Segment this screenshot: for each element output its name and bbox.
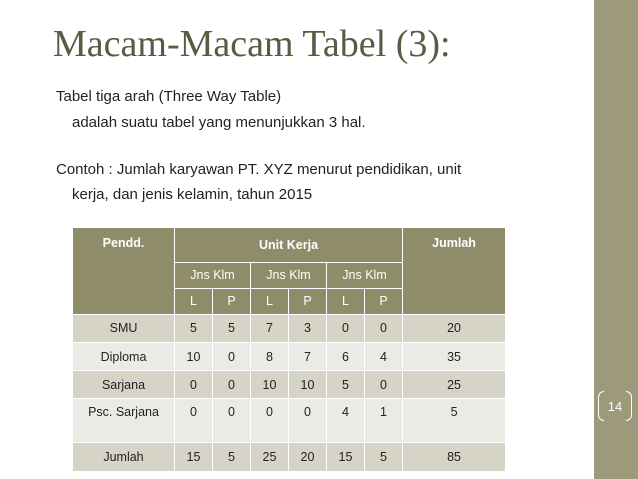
header-jns-klm: Jns Klm	[175, 262, 251, 288]
cell: 0	[365, 314, 403, 342]
cell: 15	[327, 442, 365, 471]
cell: 10	[289, 371, 327, 399]
page-number: 14	[596, 391, 634, 421]
cell: 1	[365, 399, 403, 442]
cell: 0	[327, 314, 365, 342]
cell: 20	[289, 442, 327, 471]
header-jumlah: Jumlah	[403, 228, 506, 315]
cell: 0	[175, 399, 213, 442]
cell: 6	[327, 342, 365, 370]
cell: 25	[251, 442, 289, 471]
cell: 4	[327, 399, 365, 442]
cell: 10	[175, 342, 213, 370]
row-label: Jumlah	[73, 442, 175, 471]
cell: 0	[213, 399, 251, 442]
cell: 0	[251, 399, 289, 442]
header-sex: L	[327, 288, 365, 314]
slide-title: Macam-Macam Tabel (3):	[53, 23, 451, 65]
cell: 5	[213, 314, 251, 342]
cell: 7	[289, 342, 327, 370]
cell: 5	[327, 371, 365, 399]
cell: 0	[213, 342, 251, 370]
row-total: 25	[403, 371, 506, 399]
cell: 0	[289, 399, 327, 442]
row-label: Diploma	[73, 342, 175, 370]
table-row	[73, 314, 506, 342]
cell: 8	[251, 342, 289, 370]
row-total: 20	[403, 314, 506, 342]
cell: 7	[251, 314, 289, 342]
table-row	[73, 399, 506, 442]
cell: 5	[175, 314, 213, 342]
text-line-4: kerja, dan jenis kelamin, tahun 2015	[72, 186, 313, 203]
cell: 4	[365, 342, 403, 370]
cell: 5	[365, 442, 403, 471]
text-line-1: Tabel tiga arah (Three Way Table)	[56, 88, 282, 105]
row-total: 35	[403, 342, 506, 370]
header-pendd: Pendd.	[73, 228, 175, 315]
header-sex: P	[213, 288, 251, 314]
header-sex: P	[289, 288, 327, 314]
table-row	[73, 342, 506, 370]
row-total: 85	[403, 442, 506, 471]
three-way-table	[72, 227, 506, 472]
table-row	[73, 442, 506, 471]
cell: 0	[175, 371, 213, 399]
header-sex: L	[175, 288, 213, 314]
cell: 10	[251, 371, 289, 399]
header-jns-klm: Jns Klm	[251, 262, 327, 288]
text-line-3: Contoh : Jumlah karyawan PT. XYZ menurut pendidikan, unit	[56, 161, 462, 178]
header-sex: L	[251, 288, 289, 314]
cell: 15	[175, 442, 213, 471]
row-total: 5	[403, 399, 506, 442]
row-label: Sarjana	[73, 371, 175, 399]
cell: 3	[289, 314, 327, 342]
cell: 0	[213, 371, 251, 399]
table-row	[73, 371, 506, 399]
cell: 5	[213, 442, 251, 471]
header-unit-kerja: Unit Kerja	[175, 228, 403, 263]
header-jns-klm: Jns Klm	[327, 262, 403, 288]
cell: 0	[365, 371, 403, 399]
row-label: Psc. Sarjana	[73, 399, 175, 442]
text-line-2: adalah suatu tabel yang menunjukkan 3 hal.	[72, 114, 366, 131]
row-label: SMU	[73, 314, 175, 342]
header-sex: P	[365, 288, 403, 314]
